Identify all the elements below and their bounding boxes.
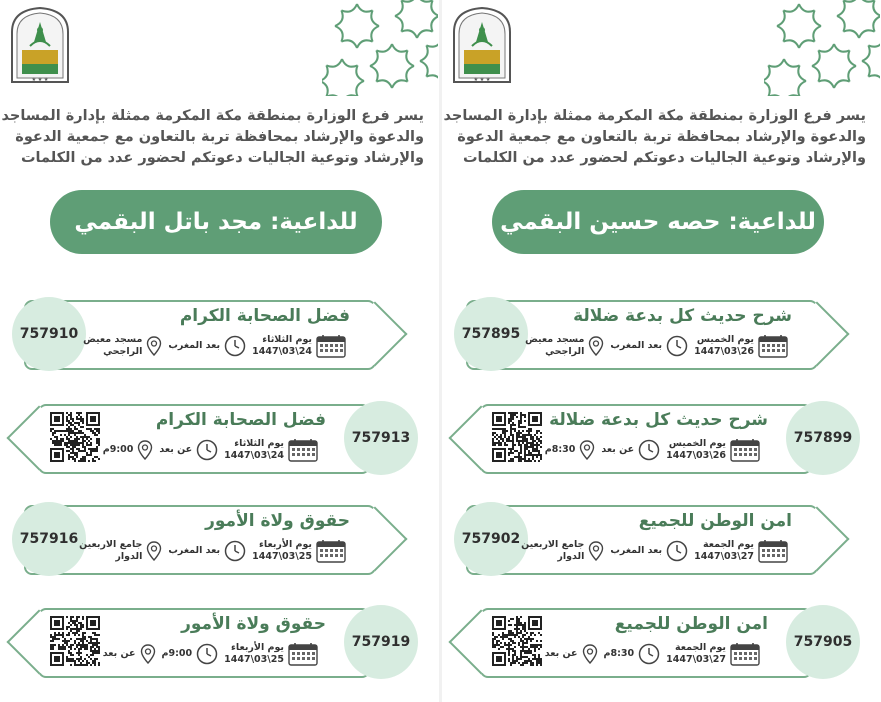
ornament-decoration [764, 0, 880, 96]
lecture-title: حقوق ولاة الأمور [205, 511, 350, 531]
place-text: جامع الاربعين الدوار [521, 539, 585, 562]
day-date-text: يوم الثلاثاء 24\03\1447 [252, 334, 312, 357]
date-group [694, 539, 788, 563]
time-group [159, 439, 218, 461]
day-date-text: يوم الثلاثاء 24\03\1447 [224, 438, 284, 461]
day-date-text: يوم الخميس 26\03\1447 [666, 438, 726, 461]
date-group [666, 642, 760, 666]
place-group [525, 334, 604, 358]
lecture-title: فضل الصحابة الكرام [179, 306, 350, 326]
lecture-details [525, 334, 788, 358]
lecture-title: شرح حديث كل بدعة ضلالة [573, 306, 792, 326]
clock-icon [638, 439, 660, 461]
lecture-title: حقوق ولاة الأمور [181, 614, 326, 634]
place-text: 8:30م [544, 444, 576, 455]
lecture-id-badge: 757899 [786, 401, 860, 475]
place-text: 9:00م [102, 444, 134, 455]
ornament-decoration [322, 0, 438, 96]
lecture-title: امن الوطن للجميع [614, 614, 768, 634]
time-text: 8:30م [603, 648, 635, 659]
time-text: عن بعد [159, 444, 193, 455]
time-group [601, 439, 660, 461]
day-date-text: يوم الخميس 26\03\1447 [694, 334, 754, 357]
intro-line: والدعوة والإرشاد بمحافظة تربة بالتعاون مع جمعية الدعوة [457, 129, 866, 145]
location-pin-icon [588, 541, 604, 561]
date-group [694, 334, 788, 358]
day-date-text: يوم الجمعة 27\03\1447 [694, 539, 754, 562]
time-group [610, 335, 688, 357]
time-group [168, 335, 246, 357]
time-text: بعد المغرب [168, 340, 221, 351]
place-text: عن بعد [102, 648, 136, 659]
speaker-banner [50, 190, 382, 254]
location-pin-icon [579, 440, 595, 460]
qr-code [492, 412, 542, 462]
day-date-text: يوم الجمعة 27\03\1447 [666, 642, 726, 665]
time-text: عن بعد [601, 444, 635, 455]
lecture-title: امن الوطن للجميع [638, 511, 792, 531]
location-pin-icon [588, 336, 604, 356]
calendar-icon [288, 642, 318, 666]
calendar-icon [758, 334, 788, 358]
ministry-logo [450, 6, 514, 84]
lecture-details [83, 334, 346, 358]
calendar-icon [730, 438, 760, 462]
place-text: جامع الاربعين الدوار [79, 539, 143, 562]
calendar-icon [730, 642, 760, 666]
place-text: عن بعد [544, 648, 578, 659]
place-group [521, 539, 604, 563]
intro-line: يسر فرع الوزارة بمنطقة مكة المكرمة ممثلة بإدارة المساجد [443, 108, 866, 124]
lecture-id-badge: 757916 [12, 502, 86, 576]
intro-text [443, 106, 866, 169]
ministry-logo [8, 6, 72, 84]
clock-icon [196, 643, 218, 665]
place-group [545, 644, 598, 664]
svg-text:★ ★ ★: ★ ★ ★ [31, 77, 49, 83]
lecture-id-badge: 757895 [454, 297, 528, 371]
time-text: بعد المغرب [610, 545, 663, 556]
speaker-name: للداعية: حصه حسين البقمي [500, 209, 816, 235]
svg-text:★ ★ ★: ★ ★ ★ [473, 77, 491, 83]
place-group [79, 539, 162, 563]
calendar-icon [288, 438, 318, 462]
date-group [252, 334, 346, 358]
place-group [103, 644, 156, 664]
date-group [666, 438, 760, 462]
time-text: بعد المغرب [168, 545, 221, 556]
speaker-name: للداعية: مجد باتل البقمي [74, 209, 358, 235]
location-pin-icon [137, 440, 153, 460]
location-pin-icon [582, 644, 598, 664]
lecture-details [545, 438, 760, 462]
place-group [83, 334, 162, 358]
time-group [162, 643, 219, 665]
intro-line: والدعوة والإرشاد بمحافظة تربة بالتعاون مع جمعية الدعوة [15, 129, 424, 145]
clock-icon [666, 335, 688, 357]
calendar-icon [316, 539, 346, 563]
place-group [103, 440, 154, 460]
intro-line: يسر فرع الوزارة بمنطقة مكة المكرمة ممثلة بإدارة المساجد [1, 108, 424, 124]
qr-code [50, 412, 100, 462]
place-text: مسجد معيض الراجحي [83, 334, 143, 357]
lecture-id-badge: 757902 [454, 502, 528, 576]
lecture-details [103, 642, 318, 666]
time-text: بعد المغرب [610, 340, 663, 351]
lecture-id-badge: 757919 [344, 605, 418, 679]
lecture-id-badge: 757913 [344, 401, 418, 475]
time-group [610, 540, 688, 562]
clock-icon [666, 540, 688, 562]
invitation-panel [442, 0, 880, 702]
day-date-text: يوم الأربعاء 25\03\1447 [224, 642, 284, 665]
location-pin-icon [146, 336, 162, 356]
lecture-details [79, 539, 346, 563]
invitation-panel [0, 0, 438, 702]
time-text: 9:00م [161, 648, 193, 659]
place-text: مسجد معيض الراجحي [525, 334, 585, 357]
intro-line: والإرشاد وتوعية الجاليات دعوتكم لحضور عدد من الكلمات [20, 150, 424, 166]
lecture-title: فضل الصحابة الكرام [155, 410, 326, 430]
time-group [168, 540, 246, 562]
intro-line: والإرشاد وتوعية الجاليات دعوتكم لحضور عدد من الكلمات [462, 150, 866, 166]
lecture-details [545, 642, 760, 666]
lecture-id-badge: 757910 [12, 297, 86, 371]
time-group [604, 643, 661, 665]
date-group [252, 539, 346, 563]
speaker-banner [492, 190, 824, 254]
intro-text [1, 106, 424, 169]
day-date-text: يوم الأربعاء 25\03\1447 [252, 539, 312, 562]
calendar-icon [758, 539, 788, 563]
clock-icon [224, 335, 246, 357]
location-pin-icon [146, 541, 162, 561]
date-group [224, 438, 318, 462]
clock-icon [224, 540, 246, 562]
lecture-id-badge: 757905 [786, 605, 860, 679]
qr-code [492, 616, 542, 666]
place-group [545, 440, 596, 460]
clock-icon [638, 643, 660, 665]
lecture-details [521, 539, 788, 563]
lecture-title: شرح حديث كل بدعة ضلالة [549, 410, 768, 430]
calendar-icon [316, 334, 346, 358]
qr-code [50, 616, 100, 666]
location-pin-icon [140, 644, 156, 664]
clock-icon [196, 439, 218, 461]
lecture-details [103, 438, 318, 462]
date-group [224, 642, 318, 666]
